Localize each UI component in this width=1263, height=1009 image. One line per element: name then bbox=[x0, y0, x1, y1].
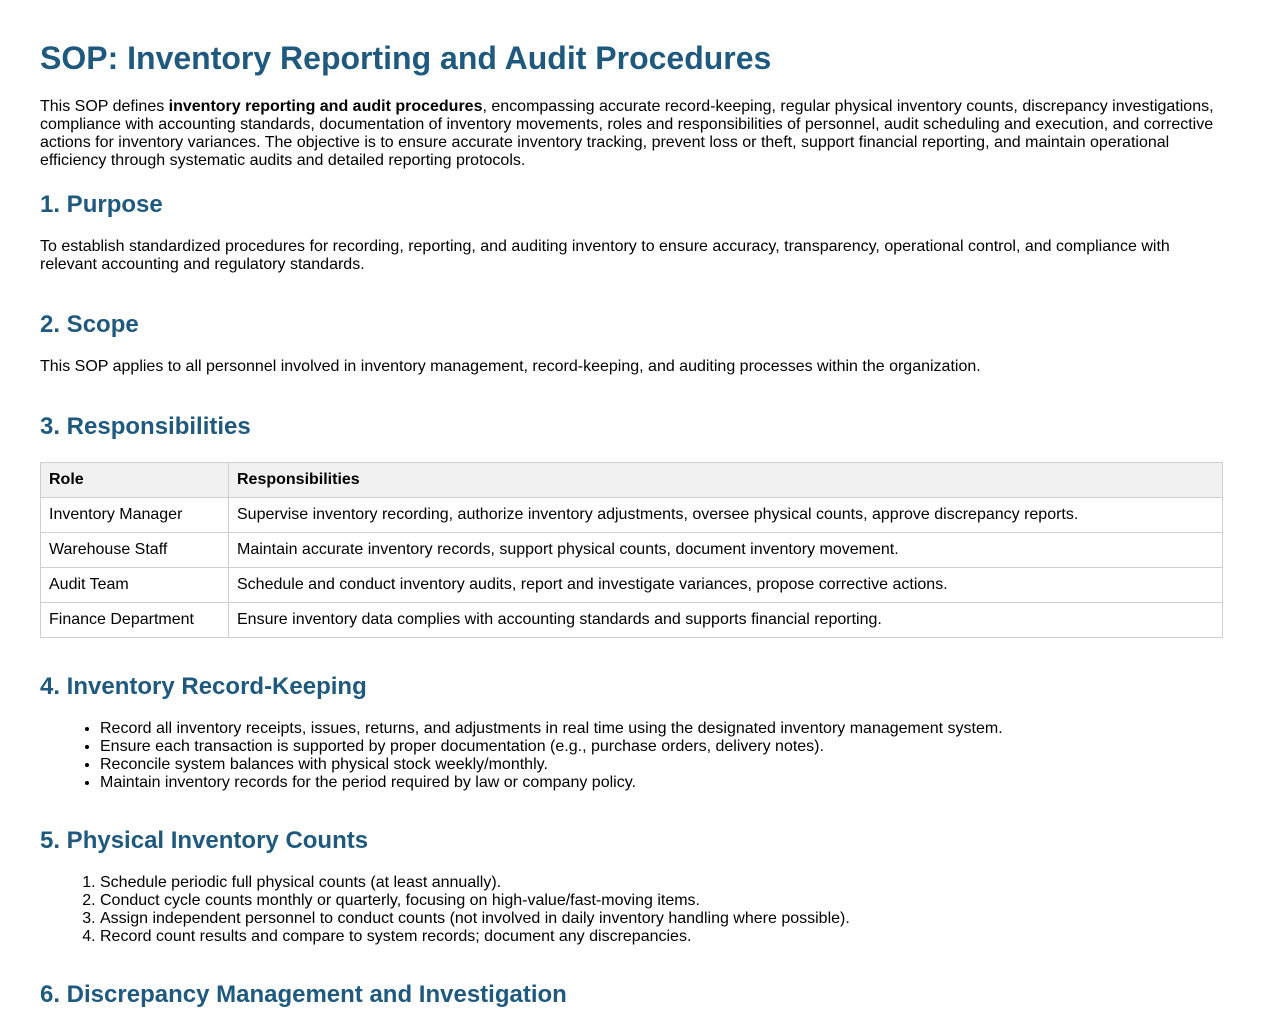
intro-paragraph bbox=[40, 98, 1223, 170]
table-row bbox=[41, 533, 1223, 568]
purpose-text: To establish standardized procedures for recording, reporting, and auditing inventory to ensure accuracy, transparency, operational control, and compliance with relevant accounting and regulatory standards. bbox=[40, 238, 1170, 273]
scope-heading: 2. Scope bbox=[40, 311, 139, 338]
physical-counts-list bbox=[40, 874, 1223, 946]
table-header-row bbox=[41, 463, 1223, 498]
responsibilities-table bbox=[40, 462, 1223, 638]
list-item: • Reconcile system balances with physical stock weekly/monthly. bbox=[100, 756, 1223, 774]
intro-text-before: This SOP defines bbox=[40, 98, 169, 115]
list-item: • Record all inventory receipts, issues, returns, and adjustments in real time using the designated inventory management system. bbox=[100, 720, 1223, 738]
list-item: 2. Conduct cycle counts monthly or quarterly, focusing on high-value/fast-moving items. bbox=[100, 892, 1223, 910]
responsibility-cell: Schedule and conduct inventory audits, report and investigate variances, propose corrective actions. bbox=[229, 568, 1223, 603]
table-row bbox=[41, 498, 1223, 533]
role-cell: Audit Team bbox=[41, 568, 229, 603]
responsibility-cell: Supervise inventory recording, authorize inventory adjustments, oversee physical counts, approve discrepancy reports. bbox=[229, 498, 1223, 533]
role-cell: Finance Department bbox=[41, 603, 229, 638]
intro-text-bold: inventory reporting and audit procedures bbox=[168, 98, 483, 115]
scope-text: This SOP applies to all personnel involved in inventory management, record-keeping, and auditing processes within the organization. bbox=[40, 358, 981, 375]
responsibility-cell: Maintain accurate inventory records, support physical counts, document inventory movement. bbox=[229, 533, 1223, 568]
page-title: SOP: Inventory Reporting and Audit Procedures bbox=[40, 40, 772, 76]
list-item: 1. Schedule periodic full physical counts (at least annually). bbox=[100, 874, 1223, 892]
discrepancy-heading: 6. Discrepancy Management and Investigation bbox=[40, 981, 567, 1008]
intro-text-after: , encompassing accurate record-keeping, regular physical inventory counts, discrepancy investigations, compliance with accounting standards, documentation of inventory movements, roles and responsibilities of personnel, audit scheduling and execution, and corrective actions for inventory variances. The objective is to ensure accurate inventory tracking, prevent loss or theft, support financial reporting, and maintain operational efficiency through systematic audits and detailed reporting protocols. bbox=[40, 98, 1214, 169]
record-keeping-heading: 4. Inventory Record-Keeping bbox=[40, 673, 367, 700]
record-keeping-list bbox=[40, 720, 1223, 792]
responsibilities-heading: 3. Responsibilities bbox=[40, 413, 251, 440]
list-item: • Maintain inventory records for the period required by law or company policy. bbox=[100, 774, 1223, 792]
list-item: • Ensure each transaction is supported by proper documentation (e.g., purchase orders, delivery notes). bbox=[100, 738, 1223, 756]
role-cell: Warehouse Staff bbox=[41, 533, 229, 568]
list-item: 3. Assign independent personnel to conduct counts (not involved in daily inventory handling where possible). bbox=[100, 910, 1223, 928]
role-cell: Inventory Manager bbox=[41, 498, 229, 533]
column-header-role: Role bbox=[41, 463, 229, 498]
table-row bbox=[41, 603, 1223, 638]
list-item: 4. Record count results and compare to system records; document any discrepancies. bbox=[100, 928, 1223, 946]
table-row bbox=[41, 568, 1223, 603]
column-header-responsibilities: Responsibilities bbox=[229, 463, 1223, 498]
physical-counts-heading: 5. Physical Inventory Counts bbox=[40, 827, 369, 854]
purpose-heading: 1. Purpose bbox=[40, 191, 163, 218]
responsibility-cell: Ensure inventory data complies with accounting standards and supports financial reporting. bbox=[229, 603, 1223, 638]
